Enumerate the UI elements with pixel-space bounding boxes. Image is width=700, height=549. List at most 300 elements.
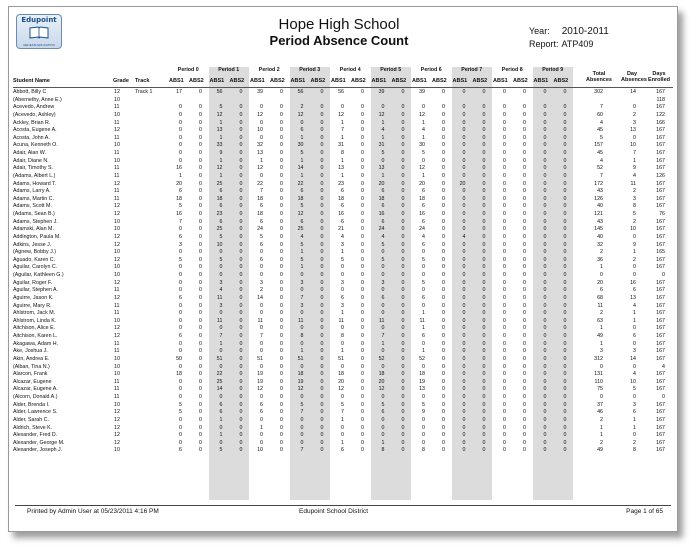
absence-count-cell: 52 bbox=[419, 355, 425, 362]
table-row bbox=[9, 333, 677, 341]
absence-count-cell: 0 bbox=[199, 348, 202, 355]
absence-count-cell: 0 bbox=[219, 363, 223, 370]
absence-count-cell: 0 bbox=[361, 188, 364, 195]
absence-count-cell: 39 bbox=[419, 89, 425, 95]
absence-count-cell: 0 bbox=[280, 340, 283, 347]
absence-count-cell: 0 bbox=[260, 249, 263, 256]
absence-count-cell: 0 bbox=[442, 394, 445, 400]
absence-count-cell: 6 bbox=[341, 218, 344, 225]
absence-count-cell: 0 bbox=[482, 401, 486, 408]
absence-count-cell: 0 bbox=[462, 371, 466, 378]
absence-count-cell: 0 bbox=[543, 165, 547, 172]
absence-count-cell: 50 bbox=[176, 355, 182, 362]
absence-count-cell: 0 bbox=[361, 211, 364, 217]
absence-count-cell: 12 bbox=[378, 386, 385, 393]
absence-count-cell: 0 bbox=[179, 378, 182, 385]
absence-count-cell: 0 bbox=[179, 127, 182, 134]
grade-cell: 12 bbox=[114, 333, 120, 339]
grade-cell: 11 bbox=[114, 378, 120, 385]
absence-count-cell: 0 bbox=[442, 119, 445, 126]
absence-count-cell: 0 bbox=[239, 424, 243, 431]
table-row bbox=[9, 158, 677, 166]
absence-count-cell: 0 bbox=[260, 348, 263, 355]
absence-count-cell: 0 bbox=[543, 157, 547, 164]
grade-cell: 11 bbox=[114, 310, 120, 317]
absence-count-cell: 0 bbox=[563, 325, 567, 332]
absence-count-cell: 0 bbox=[320, 287, 324, 294]
absence-count-cell: 0 bbox=[199, 127, 202, 134]
absence-count-cell: 0 bbox=[422, 272, 425, 278]
absence-count-cell: 0 bbox=[523, 363, 526, 370]
absence-count-cell: 11 bbox=[298, 317, 304, 324]
absence-count-cell: 0 bbox=[422, 432, 425, 439]
absence-count-cell: 0 bbox=[563, 348, 567, 355]
absence-count-cell: 6 bbox=[260, 256, 263, 263]
days-enrolled-cell: 167 bbox=[656, 409, 665, 416]
absence-count-cell: 0 bbox=[199, 447, 202, 454]
absence-count-cell: 0 bbox=[280, 264, 283, 271]
absence-count-cell: 6 bbox=[260, 218, 263, 225]
table-row bbox=[9, 379, 677, 387]
absence-count-cell: 0 bbox=[320, 211, 324, 217]
student-name: Alcazar, Eugene A. bbox=[13, 386, 58, 393]
absence-count-cell: 0 bbox=[482, 378, 486, 385]
absence-count-cell: 0 bbox=[503, 424, 506, 431]
grade-cell: 11 bbox=[114, 302, 120, 309]
absence-count-cell: 0 bbox=[482, 348, 486, 355]
absence-count-cell: 0 bbox=[482, 233, 486, 240]
period-header: Period 1 bbox=[218, 67, 240, 73]
absence-count-cell: 0 bbox=[401, 333, 405, 339]
total-absences-cell: 7 bbox=[600, 172, 603, 179]
days-enrolled-cell: 166 bbox=[656, 119, 665, 126]
total-absences-cell: 20 bbox=[597, 279, 603, 286]
grade-cell: 12 bbox=[114, 416, 120, 423]
absence-count-cell: 0 bbox=[442, 111, 445, 118]
absence-count-cell: 0 bbox=[401, 226, 405, 233]
absence-count-cell: 0 bbox=[239, 226, 243, 233]
absence-count-cell: 0 bbox=[523, 378, 526, 385]
absence-count-cell: 0 bbox=[239, 89, 243, 95]
table-row bbox=[9, 104, 677, 112]
absence-count-cell: 0 bbox=[563, 333, 567, 339]
student-name: (Adams, Albert L.) bbox=[13, 172, 56, 179]
absence-count-cell: 18 bbox=[297, 195, 304, 202]
absence-count-cell: 0 bbox=[523, 195, 526, 202]
absence-count-cell: 0 bbox=[563, 142, 567, 149]
total-absences-cell: 49 bbox=[597, 447, 603, 454]
absence-count-cell: 0 bbox=[442, 218, 445, 225]
absence-count-cell: 0 bbox=[320, 104, 324, 111]
absence-count-cell: 0 bbox=[523, 226, 526, 233]
absence-count-cell: 0 bbox=[442, 150, 445, 156]
absence-count-cell: 24 bbox=[419, 226, 425, 233]
absence-count-cell: 0 bbox=[523, 333, 526, 339]
table-row bbox=[9, 127, 677, 135]
table-row bbox=[9, 120, 677, 128]
absence-count-cell: 0 bbox=[401, 394, 405, 400]
absence-count-cell: 0 bbox=[482, 432, 486, 439]
absence-count-cell: 0 bbox=[320, 134, 324, 141]
absence-count-cell: 6 bbox=[219, 409, 223, 416]
absence-count-cell: 0 bbox=[320, 249, 324, 256]
grade-cell: 10 bbox=[114, 317, 120, 324]
abs-column-header: ABS2 bbox=[270, 78, 285, 84]
absence-count-cell: 0 bbox=[361, 424, 364, 431]
absence-count-cell: 25 bbox=[216, 226, 223, 233]
absence-count-cell: 0 bbox=[422, 363, 425, 370]
absence-count-cell: 0 bbox=[199, 439, 202, 446]
absence-count-cell: 0 bbox=[260, 119, 263, 126]
absence-count-cell: 7 bbox=[260, 333, 263, 339]
total-absences-cell: 172 bbox=[594, 180, 603, 187]
absence-count-cell: 0 bbox=[523, 157, 526, 164]
absence-count-cell: 0 bbox=[179, 264, 182, 271]
footer-printed-by: Printed by Admin User at 05/23/2011 4:16 PM bbox=[27, 508, 159, 515]
absence-count-cell: 0 bbox=[422, 249, 425, 256]
student-name: Alexander, George M. bbox=[13, 439, 65, 446]
absence-count-cell: 0 bbox=[503, 340, 506, 347]
absence-count-cell: 0 bbox=[563, 203, 567, 210]
absence-count-cell: 0 bbox=[462, 218, 466, 225]
absence-count-cell: 7 bbox=[300, 447, 304, 454]
days-enrolled-cell: 167 bbox=[656, 89, 665, 95]
absence-count-cell: 5 bbox=[179, 256, 182, 263]
day-absences-cell: 6 bbox=[633, 287, 636, 294]
absence-count-cell: 0 bbox=[462, 195, 466, 202]
grade-cell: 12 bbox=[114, 180, 120, 187]
absence-count-cell: 4 bbox=[381, 233, 385, 240]
absence-count-cell: 6 bbox=[422, 294, 425, 301]
absence-count-cell: 6 bbox=[260, 409, 263, 416]
absence-count-cell: 0 bbox=[482, 386, 486, 393]
absence-count-cell: 0 bbox=[503, 447, 506, 454]
absence-count-cell: 0 bbox=[462, 287, 466, 294]
table-row bbox=[9, 440, 677, 448]
student-name: Adams, Scott M. bbox=[13, 203, 52, 210]
absence-count-cell: 0 bbox=[462, 203, 466, 210]
absence-count-cell: 0 bbox=[361, 256, 364, 263]
absence-count-cell: 5 bbox=[422, 256, 425, 263]
student-name: Alexander, Joseph J. bbox=[13, 447, 63, 454]
absence-count-cell: 0 bbox=[442, 89, 445, 95]
absence-count-cell: 0 bbox=[199, 416, 202, 423]
day-absences-cell: 7 bbox=[633, 150, 636, 156]
absence-count-cell: 1 bbox=[341, 119, 344, 126]
table-row bbox=[9, 242, 677, 250]
absence-count-cell: 12 bbox=[297, 111, 304, 118]
absence-count-cell: 0 bbox=[361, 340, 364, 347]
absence-count-cell: 0 bbox=[179, 150, 182, 156]
absence-count-cell: 0 bbox=[503, 226, 506, 233]
absence-count-cell: 0 bbox=[239, 241, 243, 248]
student-name: Adkins, Jesse J. bbox=[13, 241, 52, 248]
absence-count-cell: 0 bbox=[401, 424, 405, 431]
absence-count-cell: 0 bbox=[199, 394, 202, 400]
absence-count-cell: 7 bbox=[381, 333, 385, 339]
days-enrolled-cell: 4 bbox=[662, 363, 665, 370]
absence-count-cell: 0 bbox=[239, 256, 243, 263]
absence-count-cell: 0 bbox=[401, 348, 405, 355]
days-enrolled-cell: 167 bbox=[656, 340, 665, 347]
absence-count-cell: 0 bbox=[179, 279, 182, 286]
absence-count-cell: 11 bbox=[217, 294, 223, 301]
day-absences-cell: 10 bbox=[630, 378, 636, 385]
days-enrolled-cell: 167 bbox=[656, 180, 665, 187]
absence-count-cell: 0 bbox=[442, 180, 445, 187]
abs-column-header: ABS1 bbox=[533, 78, 549, 84]
absence-count-cell: 9 bbox=[219, 150, 223, 156]
absence-count-cell: 0 bbox=[462, 150, 466, 156]
absence-count-cell: 0 bbox=[563, 302, 567, 309]
absence-count-cell: 0 bbox=[422, 439, 425, 446]
absence-count-cell: 0 bbox=[442, 256, 445, 263]
absence-count-cell: 6 bbox=[179, 233, 182, 240]
absence-count-cell: 0 bbox=[462, 317, 466, 324]
day-absences-cell: 11 bbox=[630, 180, 636, 187]
absence-count-cell: 0 bbox=[523, 256, 526, 263]
table-row bbox=[9, 142, 677, 150]
absence-count-cell: 0 bbox=[422, 340, 425, 347]
absence-count-cell: 0 bbox=[320, 325, 324, 332]
absence-count-cell: 0 bbox=[462, 264, 466, 271]
absence-count-cell: 0 bbox=[482, 218, 486, 225]
total-absences-cell: 121 bbox=[594, 211, 603, 217]
absence-count-cell: 0 bbox=[239, 302, 243, 309]
absence-count-cell: 0 bbox=[543, 447, 547, 454]
absence-count-cell: 1 bbox=[422, 134, 425, 141]
table-row bbox=[9, 257, 677, 265]
absence-count-cell: 3 bbox=[219, 302, 223, 309]
total-absences-cell: 126 bbox=[594, 195, 603, 202]
absence-count-cell: 0 bbox=[280, 302, 283, 309]
absence-count-cell: 0 bbox=[199, 157, 202, 164]
absence-count-cell: 1 bbox=[260, 424, 263, 431]
absence-count-cell: 8 bbox=[341, 333, 344, 339]
absence-count-cell: 7 bbox=[219, 333, 223, 339]
absence-count-cell: 0 bbox=[563, 119, 567, 126]
absence-count-cell: 20 bbox=[378, 378, 385, 385]
absence-count-cell: 1 bbox=[260, 157, 263, 164]
grade-cell: 12 bbox=[114, 211, 120, 217]
student-name: Aguirre, Mary R. bbox=[13, 302, 52, 309]
grade-cell: 11 bbox=[114, 386, 120, 393]
absence-count-cell: 0 bbox=[482, 363, 486, 370]
absence-count-cell: 0 bbox=[300, 439, 304, 446]
period-header: Period 0 bbox=[177, 67, 199, 73]
absence-count-cell: 0 bbox=[280, 432, 283, 439]
day-absences-cell: 1 bbox=[633, 310, 636, 317]
absence-count-cell: 0 bbox=[462, 127, 466, 134]
absence-count-cell: 0 bbox=[543, 279, 547, 286]
absence-count-cell: 0 bbox=[199, 249, 202, 256]
absence-count-cell: 0 bbox=[442, 416, 445, 423]
student-name: Ahlstrom, Jack M. bbox=[13, 310, 56, 317]
absence-count-cell: 0 bbox=[320, 165, 324, 172]
absence-count-cell: 0 bbox=[442, 409, 445, 416]
day-absences-cell: 16 bbox=[630, 279, 636, 286]
absence-count-cell: 0 bbox=[239, 409, 243, 416]
absence-count-cell: 6 bbox=[219, 188, 223, 195]
day-absences-cell: 1 bbox=[633, 157, 636, 164]
absence-count-cell: 0 bbox=[503, 256, 506, 263]
absence-count-cell: 0 bbox=[563, 371, 567, 378]
absence-count-cell: 0 bbox=[543, 256, 547, 263]
table-row bbox=[9, 196, 677, 204]
absence-count-cell: 0 bbox=[543, 340, 547, 347]
absence-count-cell: 0 bbox=[543, 386, 547, 393]
absence-count-cell: 0 bbox=[442, 134, 445, 141]
absence-count-cell: 0 bbox=[361, 348, 364, 355]
absence-count-cell: 0 bbox=[563, 188, 567, 195]
absence-count-cell: 0 bbox=[401, 211, 405, 217]
absence-count-cell: 0 bbox=[482, 317, 486, 324]
absence-count-cell: 1 bbox=[341, 416, 344, 423]
absence-count-cell: 5 bbox=[381, 241, 385, 248]
absence-count-cell: 0 bbox=[260, 310, 263, 317]
absence-count-cell: 0 bbox=[361, 287, 364, 294]
grade-cell: 12 bbox=[114, 409, 120, 416]
absence-count-cell: 0 bbox=[543, 142, 547, 149]
absence-count-cell: 0 bbox=[482, 119, 486, 126]
absence-count-cell: 0 bbox=[320, 172, 324, 179]
absence-count-cell: 0 bbox=[361, 302, 364, 309]
absence-count-cell: 3 bbox=[381, 279, 385, 286]
absence-count-cell: 0 bbox=[199, 218, 202, 225]
absence-count-cell: 0 bbox=[503, 172, 506, 179]
absence-count-cell: 0 bbox=[361, 180, 364, 187]
absence-count-cell: 0 bbox=[563, 416, 567, 423]
absence-count-cell: 0 bbox=[280, 355, 283, 362]
table-row bbox=[9, 318, 677, 326]
student-name: (Adams, Sean B.) bbox=[13, 211, 55, 217]
absence-count-cell: 6 bbox=[422, 333, 425, 339]
absence-count-cell: 6 bbox=[300, 127, 304, 134]
total-absences-cell: 75 bbox=[597, 386, 603, 393]
absence-count-cell: 0 bbox=[462, 142, 466, 149]
absence-count-cell: 0 bbox=[563, 279, 567, 286]
student-name: (Aguilar, Kathleen G.) bbox=[13, 272, 64, 278]
student-name: (Alcorn, Donald A.) bbox=[13, 394, 58, 400]
absence-count-cell: 0 bbox=[462, 104, 466, 111]
total-absences-cell: 0 bbox=[600, 363, 603, 370]
absence-count-cell: 1 bbox=[219, 432, 223, 439]
absence-count-cell: 0 bbox=[543, 325, 547, 332]
abs-column-header: ABS2 bbox=[229, 78, 245, 84]
absence-count-cell: 0 bbox=[239, 355, 243, 362]
absence-count-cell: 1 bbox=[300, 134, 304, 141]
absence-count-cell: 0 bbox=[320, 203, 324, 210]
track-cell: Track 1 bbox=[135, 89, 153, 95]
absence-count-cell: 0 bbox=[442, 264, 445, 271]
absence-count-cell: 0 bbox=[543, 294, 547, 301]
absence-count-cell: 0 bbox=[523, 180, 526, 187]
absence-count-cell: 0 bbox=[401, 294, 405, 301]
table-row bbox=[9, 310, 677, 318]
absence-count-cell: 0 bbox=[543, 172, 547, 179]
grade-cell: 12 bbox=[114, 127, 120, 134]
total-absences-cell: 1 bbox=[600, 340, 603, 347]
absence-count-cell: 0 bbox=[563, 447, 567, 454]
absence-count-cell: 6 bbox=[422, 203, 425, 210]
student-name: Alder, Lawrence S. bbox=[13, 409, 58, 416]
absence-count-cell: 22 bbox=[297, 180, 304, 187]
absence-count-cell: 0 bbox=[523, 432, 526, 439]
absence-count-cell: 0 bbox=[482, 165, 486, 172]
days-enrolled-cell: 167 bbox=[656, 439, 665, 446]
grade-cell: 11 bbox=[114, 340, 120, 347]
absence-count-cell: 0 bbox=[462, 348, 466, 355]
absence-count-cell: 0 bbox=[523, 111, 526, 118]
absence-count-cell: 0 bbox=[523, 409, 526, 416]
grade-cell: 12 bbox=[114, 279, 120, 286]
absence-count-cell: 0 bbox=[442, 157, 445, 164]
absence-count-cell: 0 bbox=[361, 89, 364, 95]
abs-column-header: ABS1 bbox=[331, 78, 346, 84]
absence-count-cell: 0 bbox=[442, 233, 445, 240]
day-absences-cell: 0 bbox=[633, 134, 636, 141]
absence-count-cell: 0 bbox=[422, 302, 425, 309]
absence-count-cell: 22 bbox=[216, 371, 223, 378]
absence-count-cell: 0 bbox=[563, 363, 567, 370]
absence-count-cell: 0 bbox=[543, 378, 547, 385]
absence-count-cell: 0 bbox=[280, 409, 283, 416]
absence-count-cell: 0 bbox=[361, 317, 364, 324]
absence-count-cell: 0 bbox=[280, 241, 283, 248]
absence-count-cell: 0 bbox=[320, 218, 324, 225]
absence-count-cell: 0 bbox=[381, 264, 385, 271]
days-enrolled-cell: 165 bbox=[656, 249, 665, 256]
absence-count-cell: 0 bbox=[401, 310, 405, 317]
absence-count-cell: 0 bbox=[361, 447, 364, 454]
absence-count-cell: 0 bbox=[543, 264, 547, 271]
period-header: Period 6 bbox=[420, 67, 442, 73]
table-row bbox=[9, 211, 677, 219]
absence-count-cell: 0 bbox=[523, 150, 526, 156]
absence-count-cell: 0 bbox=[280, 142, 283, 149]
student-name: Aldrich, Steve K. bbox=[13, 424, 53, 431]
absence-count-cell: 0 bbox=[361, 371, 364, 378]
grade-cell: 12 bbox=[114, 203, 120, 210]
absence-count-cell: 0 bbox=[401, 416, 405, 423]
absence-count-cell: 0 bbox=[401, 180, 405, 187]
day-absences-cell: 3 bbox=[633, 119, 636, 126]
absence-count-cell: 10 bbox=[257, 447, 263, 454]
absence-count-cell: 12 bbox=[419, 111, 425, 118]
absence-count-cell: 0 bbox=[503, 394, 506, 400]
header-day-absences: Day Absences bbox=[621, 71, 647, 83]
absence-count-cell: 0 bbox=[280, 233, 283, 240]
day-absences-cell: 3 bbox=[633, 401, 636, 408]
absence-count-cell: 0 bbox=[199, 333, 202, 339]
absence-count-cell: 0 bbox=[482, 241, 486, 248]
absence-count-cell: 0 bbox=[401, 432, 405, 439]
absence-count-cell: 0 bbox=[300, 310, 304, 317]
student-name: Aguilar, Roger F. bbox=[13, 279, 53, 286]
day-absences-cell: 4 bbox=[633, 302, 636, 309]
absence-count-cell: 0 bbox=[401, 188, 405, 195]
day-absences-cell: 5 bbox=[633, 386, 636, 393]
table-row bbox=[9, 280, 677, 288]
abs-column-header: ABS1 bbox=[169, 78, 184, 84]
absence-count-cell: 6 bbox=[341, 447, 344, 454]
days-enrolled-cell: 167 bbox=[656, 348, 665, 355]
absence-count-cell: 0 bbox=[523, 172, 526, 179]
total-absences-cell: 36 bbox=[597, 256, 603, 263]
days-enrolled-cell: 0 bbox=[662, 394, 665, 400]
absence-count-cell: 0 bbox=[199, 340, 202, 347]
absence-count-cell: 0 bbox=[199, 104, 202, 111]
